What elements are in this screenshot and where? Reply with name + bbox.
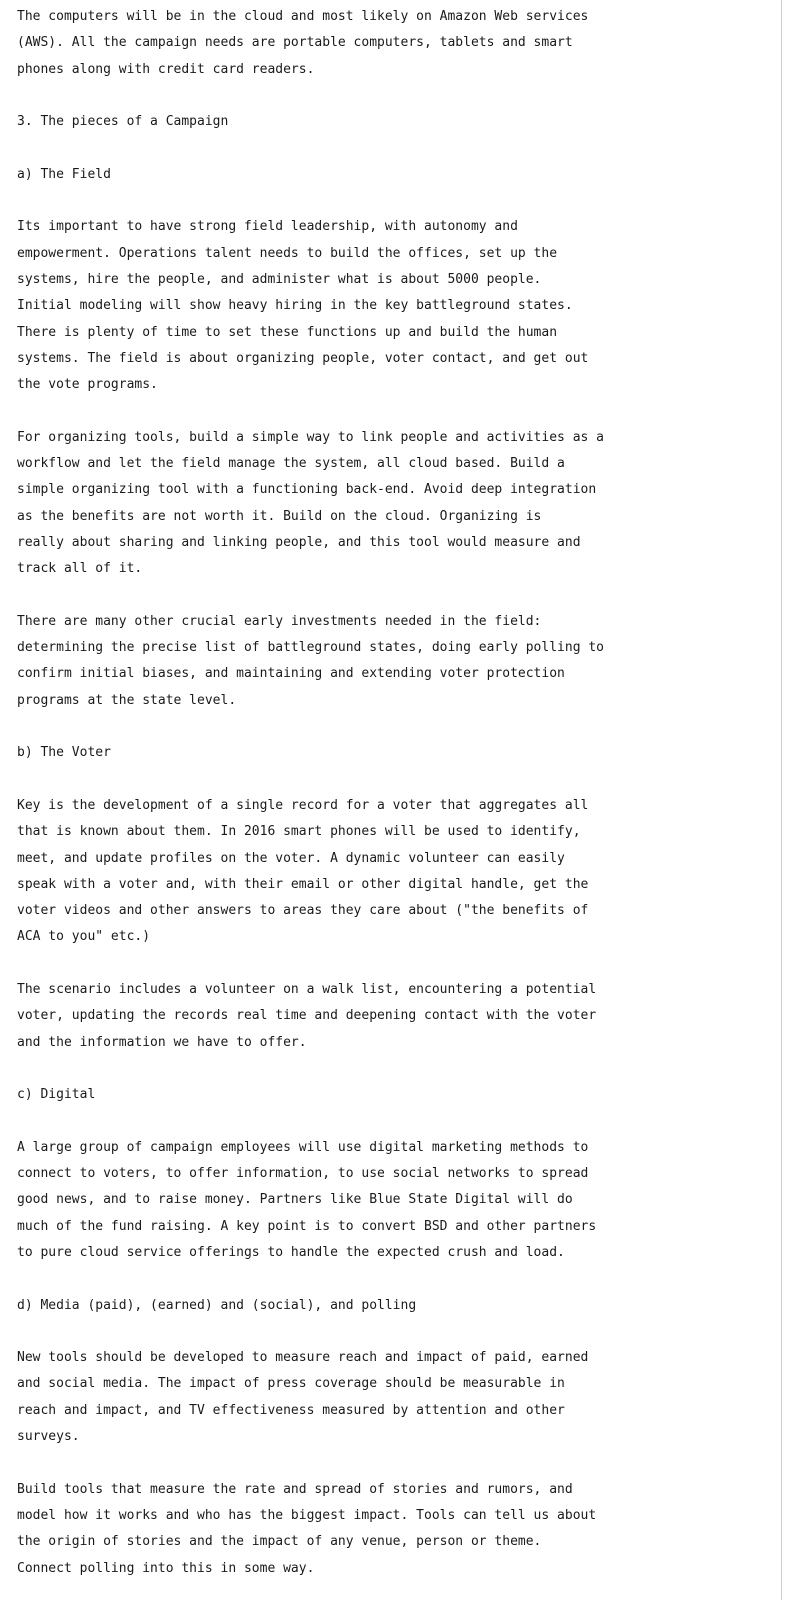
blank-line [17, 188, 767, 214]
text-line: d) Media (paid), (earned) and (social), and polling [17, 1297, 417, 1313]
text-line: simple organizing tool with a functioning back-end. Avoid deep integration [17, 482, 597, 498]
text-line: Key is the development of a single record for a voter that aggregates all [17, 797, 589, 813]
text-line: (AWS). All the campaign needs are portable computers, tablets and smart [17, 35, 573, 51]
text-line: much of the fund raising. A key point is to convert BSD and other partners [17, 1218, 597, 1234]
blank-line [17, 1266, 767, 1292]
text-line: A large group of campaign employees will use digital marketing methods to [17, 1139, 589, 1155]
text-line: and the information we have to offer. [17, 1034, 307, 1050]
text-line: confirm initial biases, and maintaining and extending voter protection [17, 666, 565, 682]
text-line: as the benefits are not worth it. Build on the cloud. Organizing is [17, 508, 542, 524]
text-line: Build tools that measure the rate and spread of stories and rumors, and [17, 1481, 573, 1497]
text-line: empowerment. Operations talent needs to build the offices, set up the [17, 245, 558, 261]
text-line: There is plenty of time to set these functions up and build the human [17, 324, 558, 340]
text-line: ACA to you" etc.) [17, 929, 151, 945]
text-line: surveys. [17, 1429, 80, 1445]
text-line: Its important to have strong field leadership, with autonomy and [17, 219, 518, 235]
blank-line [17, 583, 767, 609]
blank-line [17, 1319, 767, 1345]
text-line: New tools should be developed to measure reach and impact of paid, earned [17, 1350, 589, 1366]
text-line: Connect polling into this in some way. [17, 1560, 315, 1576]
text-line: speak with a voter and, with their email or other digital handle, get the [17, 876, 589, 892]
document-text [17, 4, 767, 1582]
blank-line [17, 135, 767, 161]
blank-line [17, 1450, 767, 1476]
text-line: The scenario includes a volunteer on a walk list, encountering a potential [17, 981, 597, 997]
text-line: The computers will be in the cloud and most likely on Amazon Web services [17, 9, 589, 24]
text-line: and social media. The impact of press coverage should be measurable in [17, 1376, 565, 1392]
text-line: workflow and let the field manage the system, all cloud based. Build a [17, 456, 565, 472]
text-line: really about sharing and linking people, and this tool would measure and [17, 534, 581, 550]
blank-line [17, 1108, 767, 1134]
blank-line [17, 398, 767, 424]
blank-line [17, 951, 767, 977]
text-line: Initial modeling will show heavy hiring in the key battleground states. [17, 298, 573, 314]
text-line: phones along with credit card readers. [17, 61, 315, 77]
text-line: c) Digital [17, 1087, 96, 1103]
text-line: reach and impact, and TV effectiveness measured by attention and other [17, 1402, 565, 1418]
blank-line [17, 1056, 767, 1082]
text-line: programs at the state level. [17, 692, 237, 708]
blank-line [17, 714, 767, 740]
text-line: systems. The field is about organizing people, voter contact, and get out [17, 350, 589, 366]
text-line: There are many other crucial early investments needed in the field: [17, 613, 542, 629]
text-line: systems, hire the people, and administer what is about 5000 people. [17, 271, 542, 287]
blank-line [17, 83, 767, 109]
text-line: track all of it. [17, 561, 143, 577]
blank-line [17, 767, 767, 793]
text-line: 3. The pieces of a Campaign [17, 114, 229, 130]
text-line: determining the precise list of battleground states, doing early polling to [17, 640, 604, 656]
text-line: connect to voters, to offer information, to use social networks to spread [17, 1166, 589, 1182]
text-line: For organizing tools, build a simple way to link people and activities as a [17, 429, 604, 445]
text-line: model how it works and who has the biggest impact. Tools can tell us about [17, 1507, 597, 1523]
text-line: good news, and to raise money. Partners like Blue State Digital will do [17, 1192, 573, 1208]
text-line: the vote programs. [17, 377, 158, 393]
text-line: a) The Field [17, 166, 111, 182]
text-line: voter videos and other answers to areas they care about ("the benefits of [17, 903, 589, 919]
text-line: meet, and update profiles on the voter. A dynamic volunteer can easily [17, 850, 565, 866]
text-line: b) The Voter [17, 745, 111, 761]
text-line: that is known about them. In 2016 smart phones will be used to identify, [17, 824, 581, 840]
text-line: to pure cloud service offerings to handle the expected crush and load. [17, 1244, 565, 1260]
text-line: voter, updating the records real time and deepening contact with the voter [17, 1008, 597, 1024]
text-line: the origin of stories and the impact of any venue, person or theme. [17, 1534, 542, 1550]
